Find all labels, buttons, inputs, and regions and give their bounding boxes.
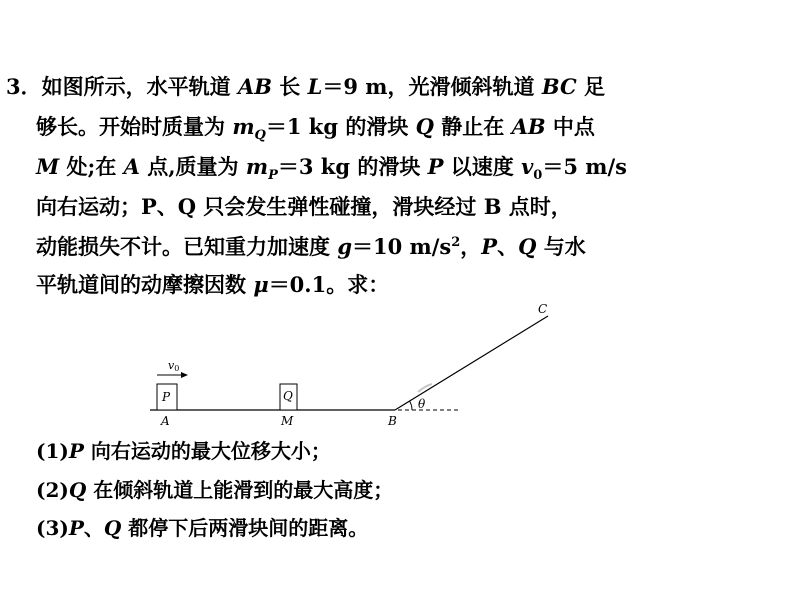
label-a: A	[161, 414, 170, 428]
problem-line-3: M 处;在 A 点,质量为 $m_P=3$ kg 的滑块 P 以速度 $v_0=5$ m/s	[36, 154, 627, 184]
velocity-arrow	[157, 359, 188, 378]
label-b: B	[388, 414, 397, 428]
label-theta: θ	[418, 397, 426, 411]
label-m: M	[281, 414, 294, 428]
problem-number: 3．	[6, 74, 42, 99]
problem-line-2: 够长。开始时质量为 $m_Q=1$ kg 的滑块 Q 静止在 AB 中点	[36, 114, 595, 144]
question-3: (3)P、Q 都停下后两滑块间的距离。	[36, 516, 369, 540]
block-p	[157, 384, 177, 410]
label-q: Q	[283, 389, 293, 403]
label-p: P	[162, 390, 171, 404]
label-c: C	[538, 302, 548, 316]
question-2: (2)Q 在倾斜轨道上能滑到的最大高度；	[36, 478, 394, 502]
label-v0: v0	[168, 359, 180, 373]
incline-track	[395, 316, 548, 410]
track-diagram	[150, 300, 570, 430]
question-1: (1)P 向右运动的最大位移大小；	[36, 439, 331, 463]
block-q	[280, 384, 297, 410]
problem-line-5: 动能损失不计。已知重力加速度 g＝10 $m/s^2$，P、Q 与水	[36, 234, 586, 259]
angle-arc	[410, 401, 413, 410]
problem-line-1: 3．如图所示，水平轨道 AB 长 L＝9 m，光滑倾斜轨道 BC 足	[6, 74, 606, 99]
problem-line-4: 向右运动；P、Q 只会发生弹性碰撞，滑块经过 B 点时，	[36, 194, 572, 219]
problem-line-6: 平轨道间的动摩擦因数 μ＝0.1。求：	[36, 272, 390, 297]
